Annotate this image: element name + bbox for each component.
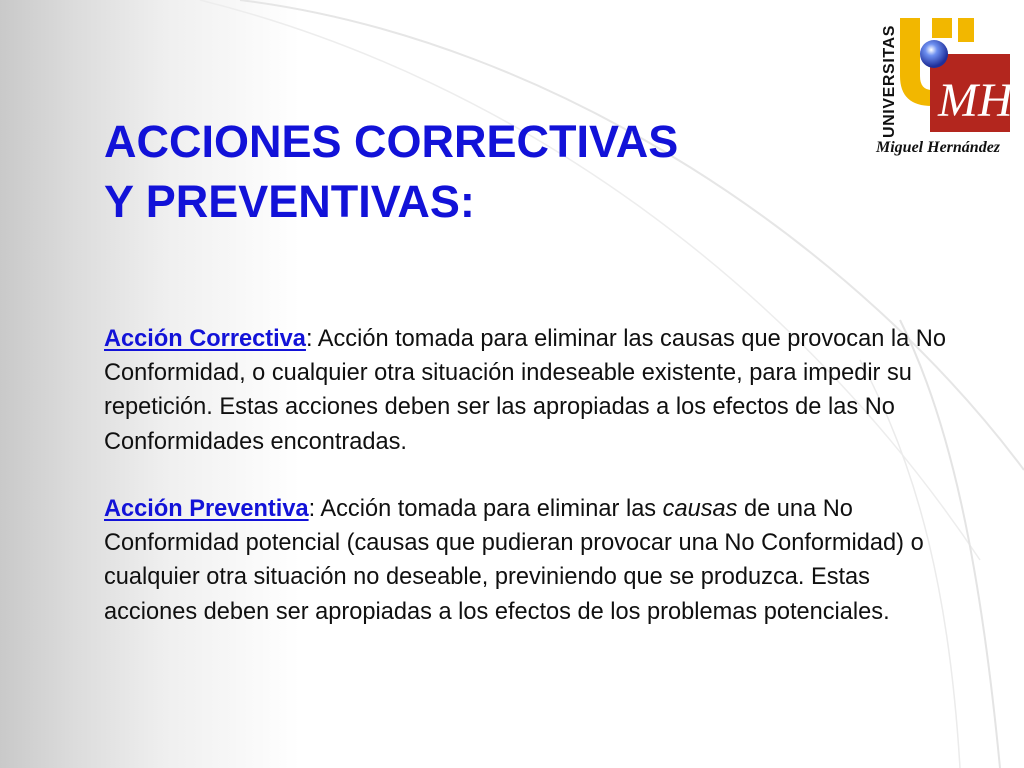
text-preventiva-after: de una No Conformidad potencial (causas que pudieran provocar una No Conformidad) o cualquier otra situación no deseable, previniendo que se produzca. Estas acciones deben ser apropiadas a los efectos de los problemas potenciales. bbox=[104, 496, 924, 625]
text-correctiva: Acción tomada para eliminar las causas que provocan la No Conformidad, o cualquier otra situación indeseable existente, para impedir su repetición. Estas acciones deben ser las apropiadas a los efectos de las No Conformidades encontradas. bbox=[104, 326, 946, 455]
separator-correctiva: : bbox=[305, 326, 318, 352]
term-correctiva: Acción Correctiva bbox=[104, 326, 306, 352]
text-preventiva-before: Acción tomada para eliminar las bbox=[320, 496, 663, 522]
separator-preventiva: : bbox=[308, 496, 321, 522]
university-logo bbox=[866, 14, 1016, 156]
slide-title bbox=[104, 112, 678, 232]
definition-preventiva bbox=[104, 492, 964, 629]
title-line-1: ACCIONES CORRECTIVAS bbox=[104, 116, 679, 167]
definition-correctiva bbox=[104, 322, 964, 459]
term-preventiva: Acción Preventiva bbox=[104, 496, 309, 522]
title-line-2: Y PREVENTIVAS: bbox=[104, 176, 475, 227]
logo-vertical-text: UNIVERSITAS bbox=[881, 25, 898, 138]
logo-monogram: MH bbox=[938, 74, 1013, 127]
logo-caption: Miguel Hernández bbox=[876, 139, 1001, 156]
text-preventiva-italic: causas bbox=[662, 496, 738, 522]
